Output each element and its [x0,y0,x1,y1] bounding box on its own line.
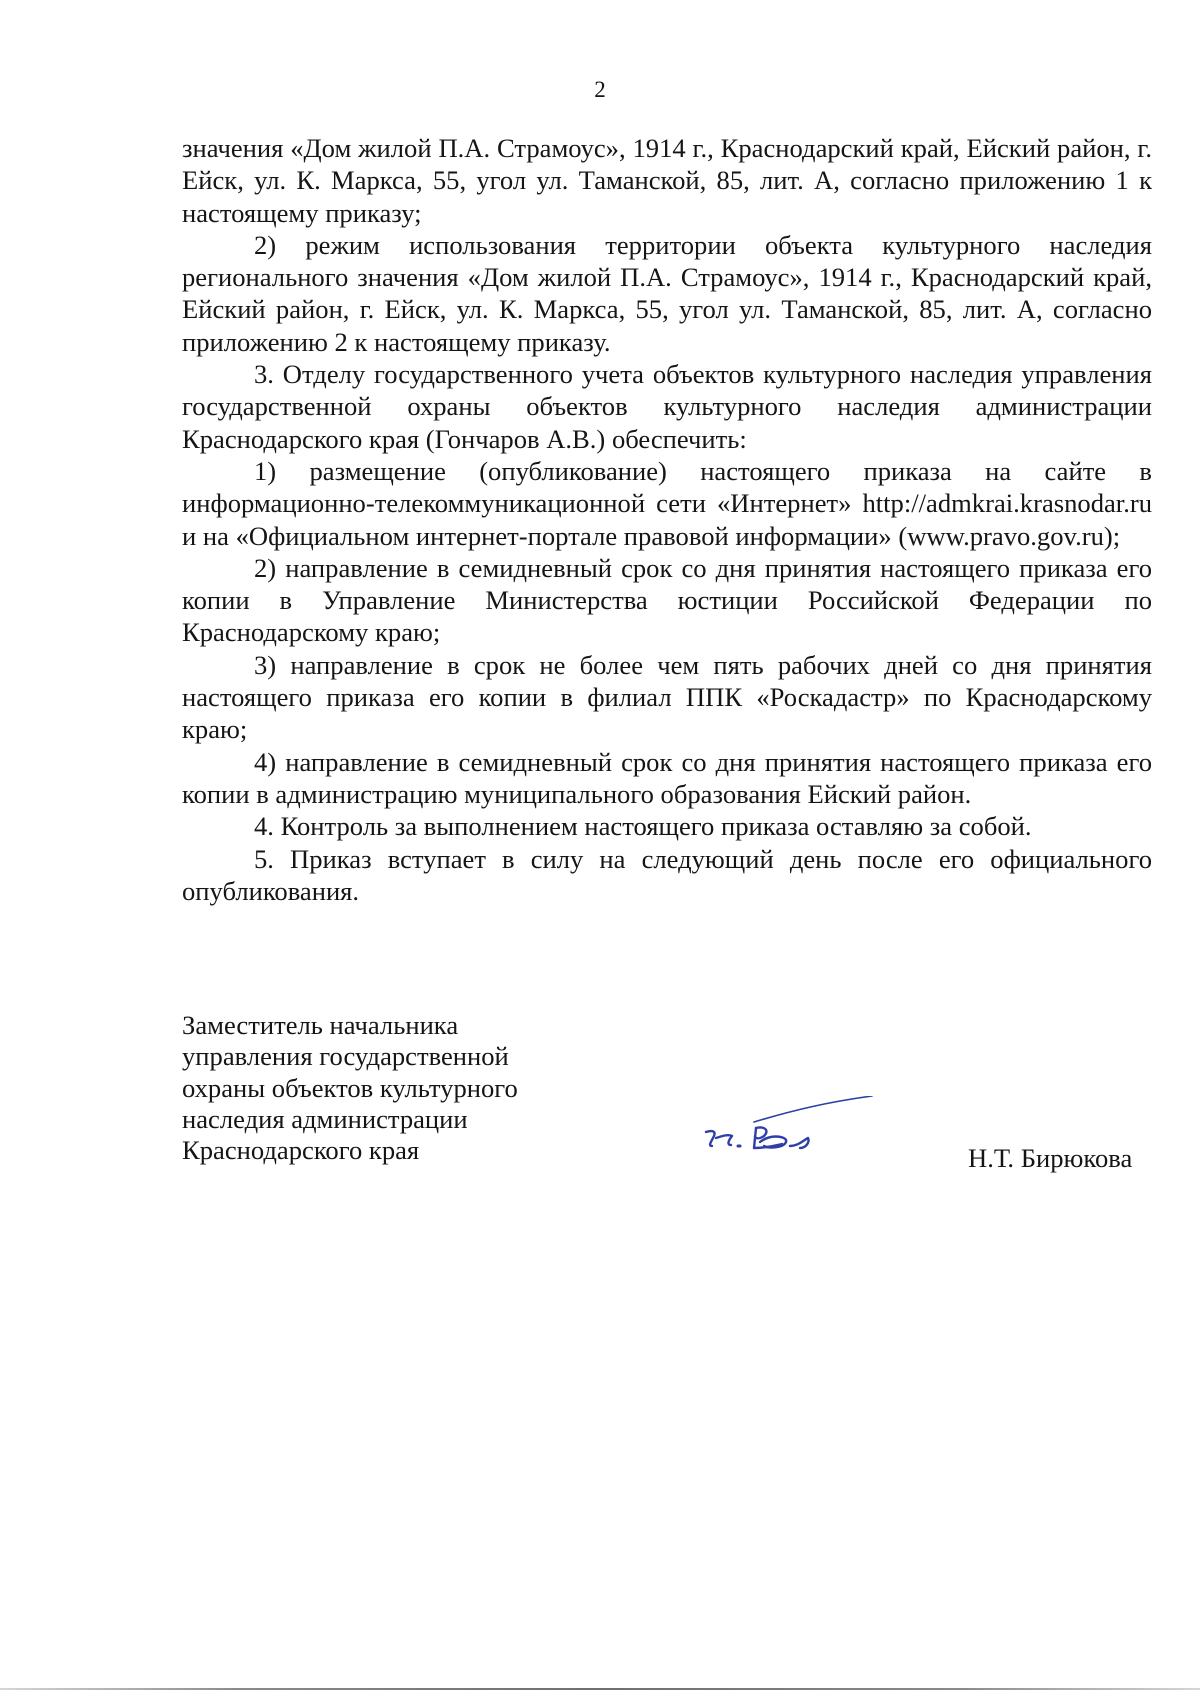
paragraph-item-4-municipality: 4) направление в семидневный срок со дня принятия настоящего приказа его копии в администрацию муниципального образования Ейский район. [182,746,1152,809]
position-line: Краснодарского края [182,1135,420,1166]
paragraph-point-5-effect: 5. Приказ вступает в силу на следующий день после его официального опубликования. [182,843,1152,906]
paragraph-item-1-publication: 1) размещение (опубликование) настоящего приказа на сайте в информационно-телекоммуникационной сети «Интернет» http://admkrai.krasnodar.ru и на «Официальном интернет-портале правовой информации» (www.pravo.gov.ru); [182,455,1152,551]
handwritten-signature [698,1096,878,1176]
paragraph-point-4-control: 4. Контроль за выполнением настоящего приказа оставляю за собой. [254,811,1032,842]
paragraph-point-3: 3. Отделу государственного учета объектов культурного наследия управления государственной охраны объектов культурного наследия администрации Краснодарского края (Гончаров А.В.) обеспечить: [182,359,1152,454]
position-line: управления государственной [182,1041,509,1072]
order-body [182,132,1152,907]
position-line: Заместитель начальника [182,1010,459,1040]
paragraph-item-2-regime: 2) режим использования территории объекта культурного наследия регионального значения «Дом жилой П.А. Страмоус», 1914 г., Краснодарский край, Ейский район, г. Ейск, ул. К. Маркса, 55, угол ул. Таманской, 85, лит. А, согласно приложению 2 к настоящему приказу. [182,229,1152,357]
paragraph-item-2-ministry: 2) направление в семидневный срок со дня принятия настоящего приказа его копии в Управление Министерства юстиции Российской Федерации по Краснодарскому краю; [182,552,1152,648]
paragraph-item-3-roskadastr: 3) направление в срок не более чем пять рабочих дней со дня принятия настоящего приказа его копии в филиал ППК «Роскадастр» по Краснодарскому краю; [182,649,1152,745]
position-line: охраны объектов культурного [182,1072,518,1103]
scan-edge-line [0,1688,1200,1690]
signer-name: Н.Т. Бирюкова [968,1143,1133,1173]
signatory-position [182,1010,602,1166]
position-line: наследия администрации [182,1103,468,1134]
page-number: 2 [594,77,606,102]
paragraph-continuation: значения «Дом жилой П.А. Страмоус», 1914 г., Краснодарский край, Ейский район, г. Ейск, ул. К. Маркса, 55, угол ул. Таманской, 85, лит. А, согласно приложению 1 к настоящему приказу; [182,133,1152,228]
